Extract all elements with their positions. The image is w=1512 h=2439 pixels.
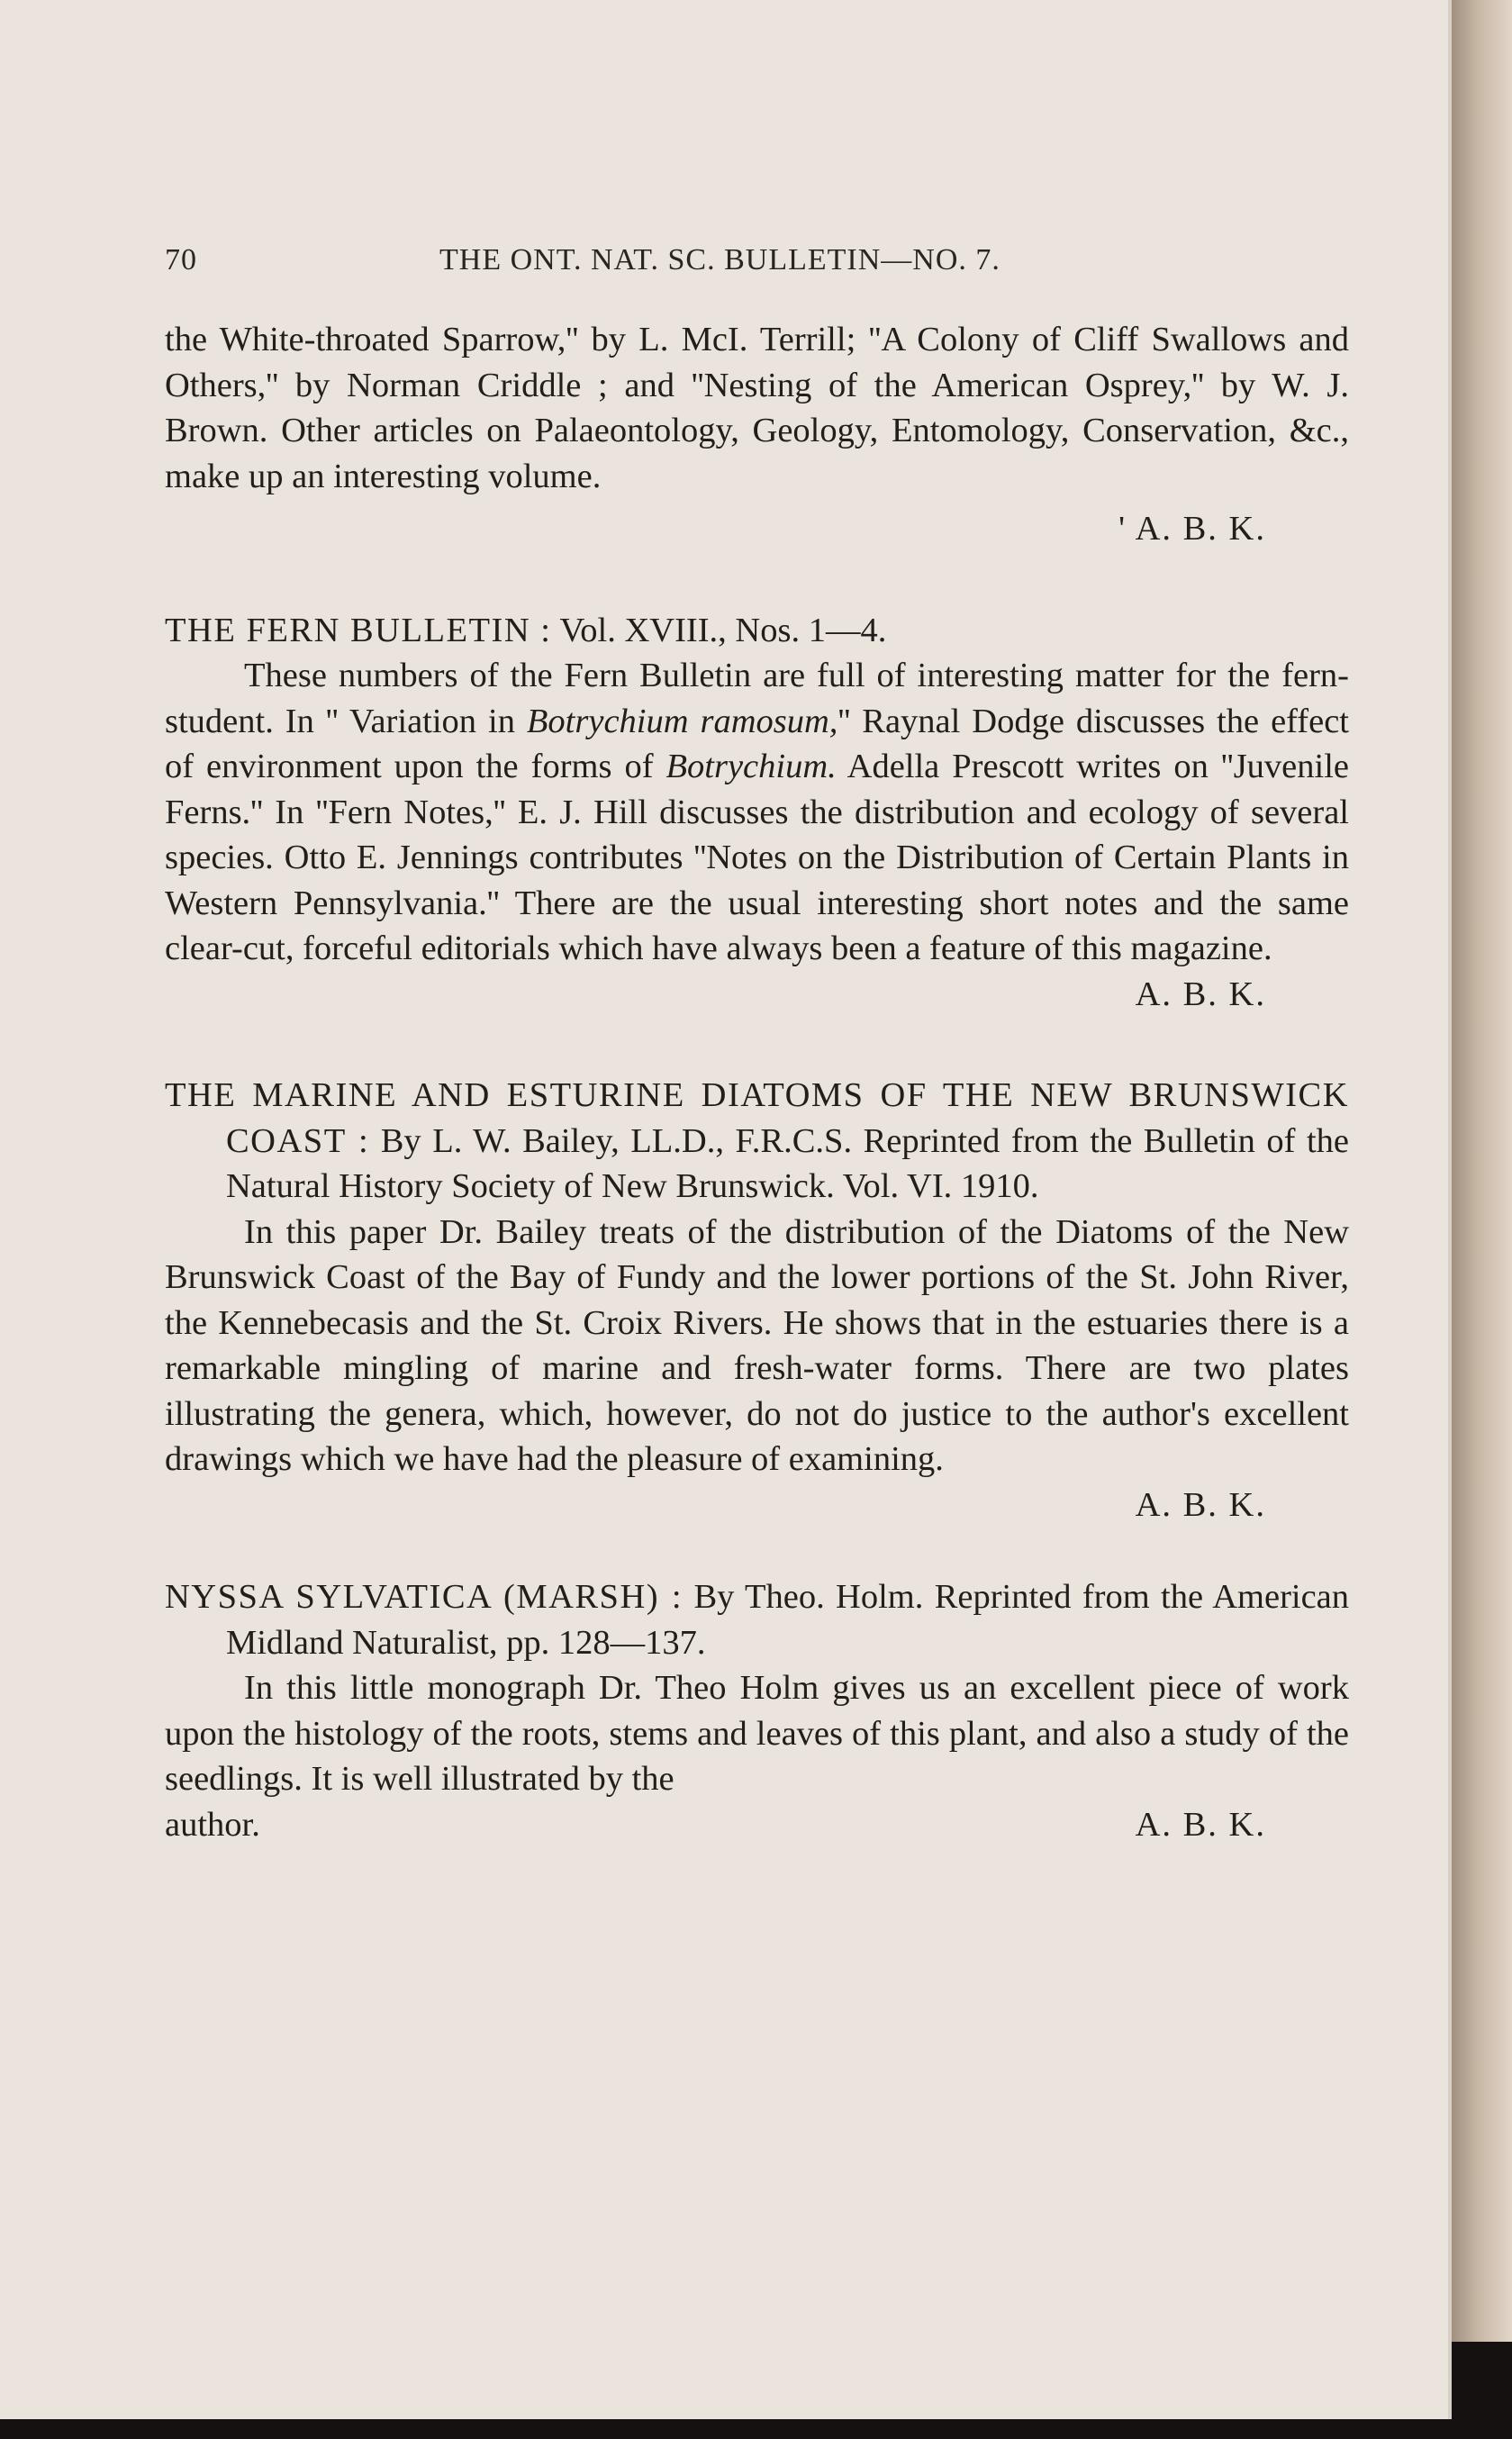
review-title: NYSSA SYLVATICA (MARSH) : bbox=[165, 1578, 684, 1616]
page-number: 70 bbox=[165, 243, 197, 277]
body-text: author. bbox=[165, 1805, 260, 1844]
intro-paragraph: the White-throated Sparrow,'' by L. McI. Terrill; ''A Colony of Cliff Swallows and Others,'' by Norman Criddle ; and ''Nesting of the American Osprey,'' by W. J. Brown. Other articles on Palaeontology, Geology, Entomology, Conservation, &c., make up an interesting volume. bbox=[165, 321, 1349, 495]
review-body-diatoms: In this paper Dr. Bailey treats of the distribution of the Diatoms of the New Brunswick Coast of the Bay of Fundy and the lower portions of the St. John River, the Kennebecasis and the St. Croix Rivers. He shows that in the estuaries there is a remarkable mingling of marine and fresh-water forms. There are two plates illustrating the genera, which, however, do not do justice to the author's excellent drawings which we have had the pleasure of examining. bbox=[165, 1212, 1349, 1478]
review-signature: A. B. K. bbox=[1135, 975, 1266, 1013]
review-heading-diatoms bbox=[165, 1073, 1349, 1210]
review-signature: A. B. K. bbox=[1135, 1485, 1266, 1524]
review-title: THE FERN BULLETIN : bbox=[165, 611, 552, 649]
body-text: These numbers of the Fern Bulletin are full of interesting matter for the fern-student. In '' Variation in bbox=[165, 657, 1349, 740]
review-heading-fern-bulletin bbox=[165, 608, 1349, 654]
review-body-fern-bulletin bbox=[165, 653, 1349, 972]
intro-signature: ' A. B. K. bbox=[1118, 510, 1266, 548]
review-citation: By L. W. Bailey, LL.D., F.R.C.S. Reprinted from the Bulletin of the Natural History Society of New Brunswick. Vol. VI. 1910. bbox=[226, 1121, 1350, 1205]
review-final-line bbox=[165, 1802, 1349, 1848]
running-title: THE ONT. NAT. SC. BULLETIN—NO. 7. bbox=[439, 243, 1000, 277]
review-heading-nyssa bbox=[165, 1574, 1349, 1665]
body-text: Adella Prescott writes on ''Juvenile Ferns.'' In ''Fern Notes,'' E. J. Hill discusses the distribution and ecology of several species. Otto E. Jennings contributes ''Notes on the Distribution of Certain Plants in Western Pennsylvania.'' There are the usual interesting short notes and the same clear-cut, forceful editorials which have always been a feature of this magazine. bbox=[165, 748, 1350, 967]
genus-name: Botrychium. bbox=[665, 748, 837, 785]
review-signature: A. B. K. bbox=[1135, 1805, 1266, 1844]
page-body bbox=[165, 317, 1349, 1847]
body-text: '' Raynal Dodge discusses the effect of environment upon the forms of bbox=[165, 702, 1349, 785]
species-name: Botrychium ramosum, bbox=[526, 702, 838, 740]
review-citation: Vol. XVIII., Nos. 1—4. bbox=[559, 611, 887, 649]
review-title: THE MARINE AND ESTURINE DIATOMS OF THE NEW BRUNSWICK COAST : bbox=[165, 1076, 1349, 1160]
review-body-nyssa: In this little monograph Dr. Theo Holm gives us an excellent piece of work upon the histology of the roots, stems and leaves of this plant, and also a study of the seedlings. It is well illustrated by the bbox=[165, 1669, 1349, 1798]
review-citation: By Theo. Holm. Reprinted from the American Midland Naturalist, pp. 128—137. bbox=[226, 1578, 1350, 1662]
page-gutter-shadow bbox=[1452, 0, 1512, 2342]
book-binding-edge bbox=[1452, 2342, 1512, 2439]
